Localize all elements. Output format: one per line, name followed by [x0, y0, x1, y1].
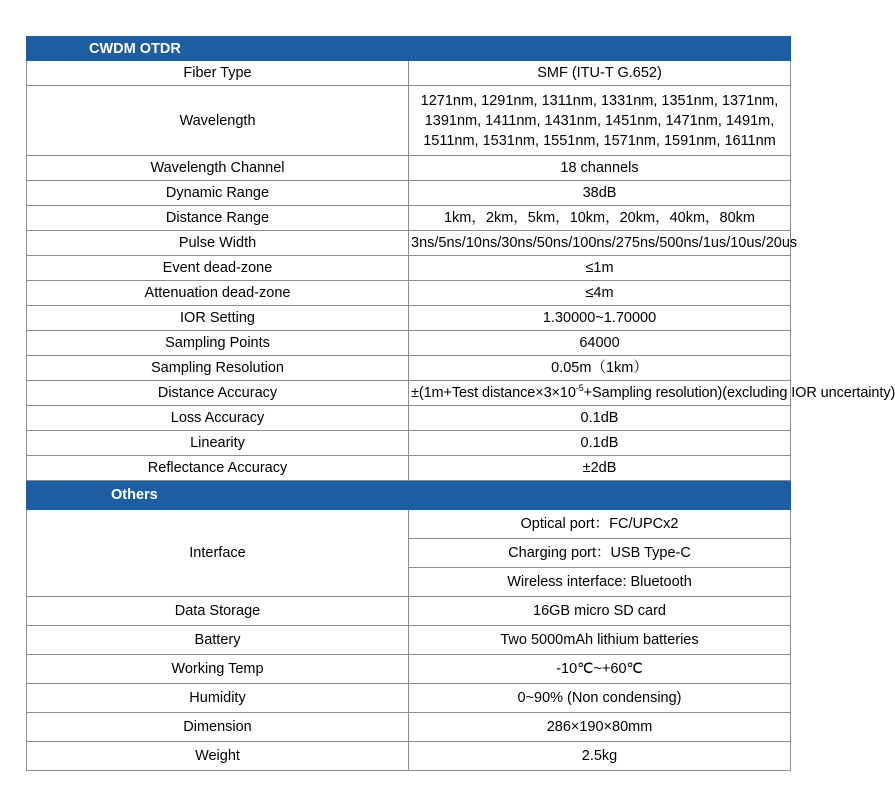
section-title: Others — [27, 481, 791, 510]
row-label: Attenuation dead-zone — [27, 281, 409, 306]
row-label: Wavelength Channel — [27, 156, 409, 181]
table-row-linearity — [27, 431, 791, 456]
row-label: Loss Accuracy — [27, 406, 409, 431]
row-value — [409, 86, 791, 156]
row-value: 286×190×80mm — [409, 713, 791, 742]
table-row-loss-accuracy — [27, 406, 791, 431]
table-row-fiber-type — [27, 61, 791, 86]
table-row-data-storage — [27, 597, 791, 626]
row-value: Charging port：USB Type-C — [409, 539, 791, 568]
row-label: Linearity — [27, 431, 409, 456]
row-label: Pulse Width — [27, 231, 409, 256]
table-row-working-temp — [27, 655, 791, 684]
table-row-humidity — [27, 684, 791, 713]
row-label: Sampling Resolution — [27, 356, 409, 381]
section-title: CWDM OTDR — [27, 37, 791, 61]
table-row-dynamic-range — [27, 181, 791, 206]
row-value: Two 5000mAh lithium batteries — [409, 626, 791, 655]
row-label: Data Storage — [27, 597, 409, 626]
table-row-attenuation-dead-zone — [27, 281, 791, 306]
row-label: IOR Setting — [27, 306, 409, 331]
row-label: Event dead-zone — [27, 256, 409, 281]
row-value: ≤1m — [409, 256, 791, 281]
row-label: Wavelength — [27, 86, 409, 156]
row-label: Working Temp — [27, 655, 409, 684]
row-value: 0.1dB — [409, 431, 791, 456]
table-row-event-dead-zone — [27, 256, 791, 281]
table-row-weight — [27, 742, 791, 771]
row-value: 1.30000~1.70000 — [409, 306, 791, 331]
row-value: 0.1dB — [409, 406, 791, 431]
row-value: 16GB micro SD card — [409, 597, 791, 626]
row-label: Sampling Points — [27, 331, 409, 356]
row-value: 0~90% (Non condensing) — [409, 684, 791, 713]
distance-accuracy-text-pre: ±(1m+Test distance×3×10 — [411, 385, 576, 401]
table-row-dimension — [27, 713, 791, 742]
distance-accuracy-exponent: -5 — [575, 383, 584, 394]
row-value: 3ns/5ns/10ns/30ns/50ns/100ns/275ns/500ns/1us/10us/20us — [409, 231, 791, 256]
row-label: Dimension — [27, 713, 409, 742]
wavelength-list: 1271nm, 1291nm, 1311nm, 1331nm, 1351nm, 1371nm, 1391nm, 1411nm, 1431nm, 1451nm, 1471nm, 1491m, 1511nm, 1531nm, 1551nm, 1571nm, 1591nm, 1611nm — [420, 92, 779, 149]
table-row-sampling-resolution — [27, 356, 791, 381]
row-value: Wireless interface: Bluetooth — [409, 568, 791, 597]
row-value: 0.05m（1km） — [409, 356, 791, 381]
row-label: Interface — [27, 510, 409, 597]
row-value: ±2dB — [409, 456, 791, 481]
row-value: 38dB — [409, 181, 791, 206]
row-label: Distance Range — [27, 206, 409, 231]
table-row-battery — [27, 626, 791, 655]
row-label: Humidity — [27, 684, 409, 713]
row-label: Distance Accuracy — [27, 381, 409, 406]
table-row-ior-setting — [27, 306, 791, 331]
row-value: 2.5kg — [409, 742, 791, 771]
row-value — [409, 381, 895, 406]
row-value: ≤4m — [409, 281, 791, 306]
row-value: 64000 — [409, 331, 791, 356]
row-label: Reflectance Accuracy — [27, 456, 409, 481]
row-value: 1km，2km，5km，10km，20km，40km，80km — [409, 206, 791, 231]
row-value: SMF (ITU-T G.652) — [409, 61, 791, 86]
table-row-pulse-width — [27, 231, 791, 256]
row-label: Weight — [27, 742, 409, 771]
table-row-reflectance-accuracy — [27, 456, 791, 481]
table-row-wavelength — [27, 86, 791, 156]
table-row-wavelength-channel — [27, 156, 791, 181]
row-value: Optical port：FC/UPCx2 — [409, 510, 791, 539]
section-header-cwdm-otdr — [27, 37, 791, 61]
row-value: 18 channels — [409, 156, 791, 181]
table-row-distance-range — [27, 206, 791, 231]
row-label: Battery — [27, 626, 409, 655]
distance-accuracy-text-post: +Sampling resolution)(excluding IOR uncertainty) — [583, 385, 895, 401]
row-label: Dynamic Range — [27, 181, 409, 206]
section-header-others — [27, 481, 791, 510]
table-row-interface — [27, 510, 791, 539]
row-value: -10℃~+60℃ — [409, 655, 791, 684]
table-row-distance-accuracy — [27, 381, 791, 406]
spec-table — [26, 36, 895, 771]
row-label: Fiber Type — [27, 61, 409, 86]
table-row-sampling-points — [27, 331, 791, 356]
